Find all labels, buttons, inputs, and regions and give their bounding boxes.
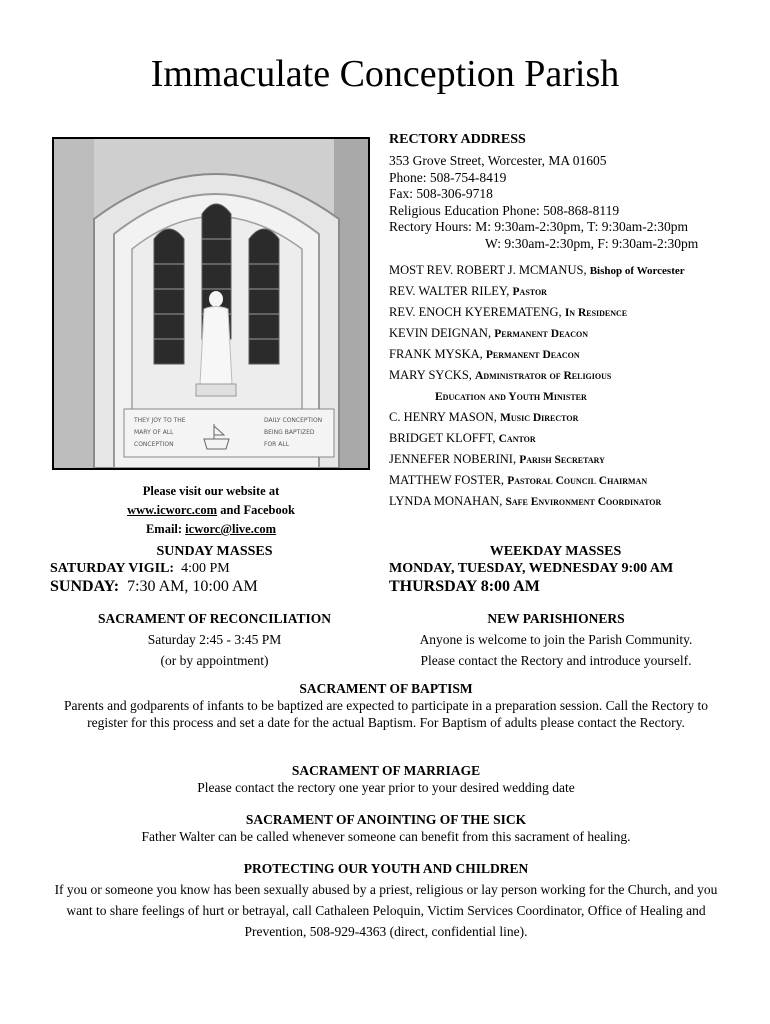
staff-role: Parish Secretary — [519, 454, 605, 466]
staff-item — [389, 323, 764, 344]
baptism-heading: SACRAMENT OF BAPTISM — [299, 681, 473, 696]
staff-item — [389, 302, 764, 323]
staff-name: JENNEFER NOBERINI, — [389, 452, 520, 466]
reconciliation-note: (or by appointment) — [160, 653, 269, 668]
new-parishioners-line-2: Please contact the Rectory and introduce yourself. — [420, 653, 692, 668]
staff-list — [389, 260, 764, 512]
staff-name: LYNDA MONAHAN, — [389, 494, 506, 508]
new-parishioners-heading: NEW PARISHIONERS — [487, 611, 625, 626]
youth-text: If you or someone you know has been sexually abused by a priest, religious or lay person working for the Church, and you want to share feelings of hurt or betrayal, call Cathaleen Peloquin, Victim Services Coordinator, Office of Healing and Prevention, 508-929-4363 (direct, confidential line). — [54, 882, 718, 939]
inscription-right-2: BEING BAPTIZED — [264, 429, 315, 436]
rectory-hours-2: W: 9:30am-2:30pm, F: 9:30am-2:30pm — [485, 235, 699, 251]
page-title: Immaculate Conception Parish — [150, 53, 620, 95]
staff-item — [389, 449, 764, 470]
baptism-text: Parents and godparents of infants to be baptized are expected to participate in a preparation session. Call the Rectory to register for this process and set a date for the actual Baptism. For Baptism of adults please contact the Rectory. — [63, 698, 709, 730]
staff-role: Music Director — [500, 412, 579, 424]
reconciliation-time: Saturday 2:45 - 3:45 PM — [147, 632, 282, 647]
marriage-heading: SACRAMENT OF MARRIAGE — [291, 763, 481, 778]
staff-item-cont — [389, 386, 764, 407]
marriage-text: Please contact the rectory one year prior to your desired wedding date — [197, 780, 575, 795]
vigil-time: 4:00 PM — [174, 561, 230, 576]
staff-item — [389, 281, 764, 302]
inscription-right-3: FOR ALL — [264, 441, 290, 448]
facebook-text: and Facebook — [217, 503, 295, 517]
staff-name: REV. WALTER RILEY, — [389, 284, 513, 298]
weekday-masses-heading: WEEKDAY MASSES — [489, 544, 622, 559]
inscription-right-1: DAILY CONCEPTION — [264, 417, 323, 424]
rectory-street: 353 Grove Street, Worcester, MA 01605 — [389, 153, 607, 168]
staff-name: FRANK MYSKA, — [389, 347, 486, 361]
reconciliation-block — [52, 608, 377, 671]
saturday-vigil — [50, 560, 230, 577]
visit-line: Please visit our website at — [142, 484, 280, 498]
staff-name: MARY SYCKS, — [389, 368, 476, 382]
rectory-heading: RECTORY ADDRESS — [389, 132, 526, 147]
staff-role: Pastor — [512, 286, 547, 298]
anointing-text: Father Walter can be called whenever someone can benefit from this sacrament of healing. — [141, 829, 631, 844]
vigil-label: SATURDAY VIGIL: — [50, 561, 175, 576]
staff-role: In Residence — [564, 307, 628, 319]
anointing-section — [46, 811, 726, 845]
staff-role: Bishop of Worcester — [589, 265, 685, 277]
youth-protection-section — [40, 858, 732, 942]
website-link[interactable]: www.icworc.com — [127, 503, 218, 517]
inscription-left-1: THEY JOY TO THE — [134, 417, 186, 424]
staff-role: Education and Youth Minister — [435, 391, 587, 403]
sunday-masses-heading: SUNDAY MASSES — [156, 544, 273, 559]
staff-role: Administrator of Religious — [475, 370, 612, 382]
rectory-hours-1: Rectory Hours: M: 9:30am-2:30pm, T: 9:30am-2:30pm — [389, 219, 689, 234]
rectory-address-block — [389, 131, 759, 252]
staff-role: Permanent Deacon — [485, 349, 580, 361]
youth-heading: PROTECTING OUR YOUTH AND CHILDREN — [243, 861, 529, 876]
staff-name: KEVIN DEIGNAN, — [389, 326, 495, 340]
staff-item — [389, 428, 764, 449]
website-info — [52, 482, 370, 539]
staff-item — [389, 365, 764, 386]
rectory-fax: Fax: 508-306-9718 — [389, 186, 493, 201]
marriage-section — [46, 762, 726, 796]
sunday-time-values: 7:30 AM, 10:00 AM — [119, 578, 258, 595]
staff-item — [389, 491, 764, 512]
staff-name: BRIDGET KLOFFT, — [389, 431, 499, 445]
staff-item — [389, 470, 764, 491]
email-label: Email: — [145, 522, 186, 536]
email-link[interactable]: icworc@live.com — [185, 522, 277, 536]
church-window-photo — [52, 137, 370, 470]
staff-name: C. HENRY MASON, — [389, 410, 501, 424]
weekday-line-1: MONDAY, TUESDAY, WEDNESDAY 9:00 AM — [389, 561, 674, 576]
staff-item — [389, 260, 764, 281]
sunday-times — [50, 577, 258, 596]
staff-name: REV. ENOCH KYEREMATENG, — [389, 305, 565, 319]
staff-item — [389, 407, 764, 428]
staff-role: Safe Environment Coordinator — [505, 496, 662, 508]
new-parishioners-line-1: Anyone is welcome to join the Parish Community. — [419, 632, 693, 647]
new-parishioners-block — [386, 608, 726, 671]
staff-item — [389, 344, 764, 365]
weekday-line-2: THURSDAY 8:00 AM — [389, 578, 540, 595]
inscription-left-3: CONCEPTION — [134, 441, 174, 448]
staff-role: Cantor — [498, 433, 536, 445]
staff-role: Pastoral Council Chairman — [507, 475, 648, 487]
sunday-label: SUNDAY: — [50, 578, 120, 595]
staff-name: MATTHEW FOSTER, — [389, 473, 508, 487]
anointing-heading: SACRAMENT OF ANOINTING OF THE SICK — [245, 812, 527, 827]
inscription-left-2: MARY OF ALL — [134, 429, 174, 436]
rectory-phone: Phone: 508-754-8419 — [389, 169, 507, 185]
staff-role: Permanent Deacon — [494, 328, 588, 340]
reconciliation-heading: SACRAMENT OF RECONCILIATION — [97, 611, 332, 626]
religious-ed-phone: Religious Education Phone: 508-868-8119 — [389, 202, 620, 218]
staff-name: MOST REV. ROBERT J. MCMANUS, — [389, 263, 590, 277]
baptism-section — [46, 680, 726, 731]
